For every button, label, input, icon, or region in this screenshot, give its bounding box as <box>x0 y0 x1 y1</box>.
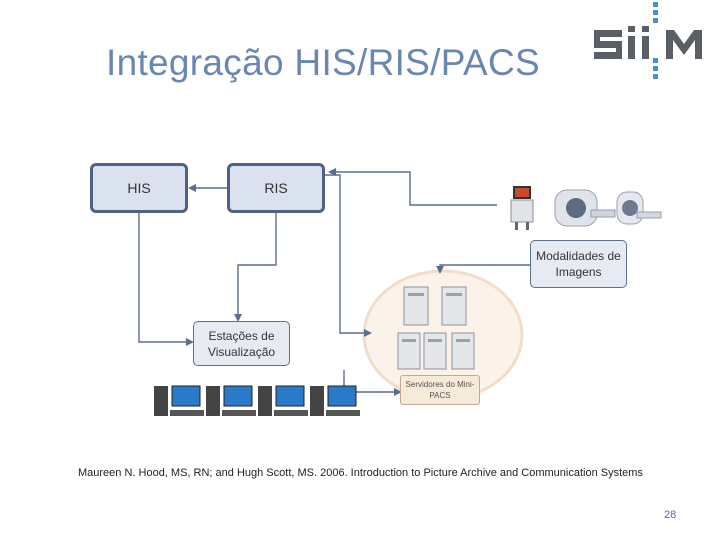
server-towers-illustration <box>396 283 486 373</box>
modalidades-node <box>530 240 627 288</box>
ris-label: RIS <box>264 180 288 196</box>
estacoes-node <box>193 321 290 366</box>
page-number: 28 <box>664 509 677 521</box>
his-label: HIS <box>127 180 151 196</box>
ris-to-workstations-line <box>238 213 276 320</box>
his-node <box>90 163 188 213</box>
estacoes-label: Estações de Visualização <box>207 328 276 359</box>
modalities-to-ris-line <box>330 172 497 205</box>
imaging-modalities-illustration <box>505 182 665 234</box>
his-to-workstations-line <box>139 213 192 342</box>
slide-title: Integração HIS/RIS/PACS <box>106 42 540 83</box>
ris-to-servers-line <box>322 175 370 333</box>
ris-node <box>227 163 325 213</box>
workstations-illustration <box>150 378 360 428</box>
citation-text: Maureen N. Hood, MS, RN; and Hugh Scott, MS. 2006. Introduction to Picture Archive and Communication Systems <box>78 467 643 479</box>
servidores-label: Servidores do Mini-PACS <box>405 380 475 400</box>
modalidades-label: Modalidades de Imagens <box>536 249 621 279</box>
servidores-node <box>400 375 480 405</box>
